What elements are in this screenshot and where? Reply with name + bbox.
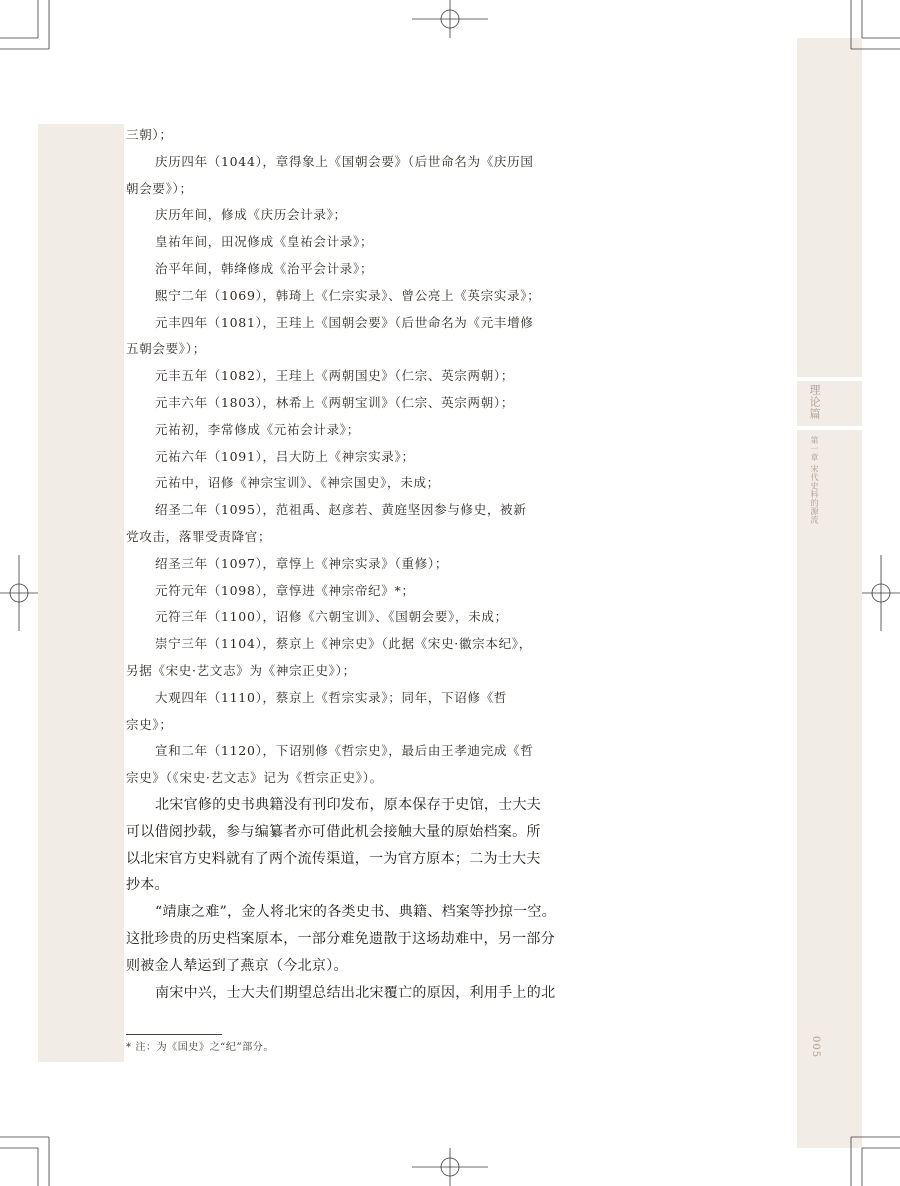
text-line: 皇祐年间，田况修成《皇祐会计录》； [155, 234, 374, 250]
chapter-label: 第一章 宋代史料的源流 [810, 436, 819, 525]
text-line: 熙宁二年（1069），韩琦上《仁宗实录》、曾公亮上《英宗实录》； [155, 287, 541, 303]
text-line: 北宋官修的史书典籍没有刊印发布，原本保存于史馆，士大夫 [155, 796, 542, 813]
text-line: 元符元年（1098），章惇进《神宗帝纪》*； [155, 582, 415, 598]
page-number: 005 [810, 1036, 821, 1059]
text-line: 南宋中兴，士大夫们期望总结出北宋覆亡的原因，利用手上的北 [155, 984, 556, 1001]
text-line: 三朝）； [126, 127, 173, 142]
registration-mark-right [862, 555, 900, 631]
text-line: 宗史》； [126, 716, 173, 732]
text-line: 五朝会要》）； [126, 341, 206, 357]
registration-mark-bottom [412, 1148, 488, 1186]
text-line: 大观四年（1110），蔡京上《哲宗实录》；同年，下诏修《哲 [155, 689, 508, 705]
text-line: 这批珍贵的历史档案原本，一部分难免遗散于这场劫难中，另一部分 [126, 930, 555, 947]
registration-mark-left [0, 555, 38, 631]
text-line: 绍圣二年（1095），范祖禹、赵彦若、黄庭坚因参与修史，被新 [155, 502, 527, 518]
text-line: 抄本。 [126, 877, 169, 894]
text-line: 宗史》（《宋史·艺文志》记为《哲宗正史》）。 [126, 770, 383, 786]
text-line: 治平年间，韩绛修成《治平会计录》； [155, 260, 374, 276]
text-line: 朝会要》）； [126, 180, 193, 196]
text-line: 元祐六年（1091），吕大防上《神宗实录》； [155, 448, 415, 464]
text-line: 崇宁三年（1104），蔡京上《神宗史》（此据《宋史·徽宗本纪》， [155, 636, 532, 652]
text-line: 元丰五年（1082），王珪上《两朝国史》（仁宗、英宗两朝）； [155, 368, 515, 384]
footnote-rule [126, 1034, 222, 1035]
body-text [126, 122, 558, 1006]
text-line: 可以借阅抄载，参与编纂者亦可借此机会接触大量的原始档案。所 [126, 823, 541, 840]
text-line: “靖康之难”，金人将北宋的各类史书、典籍、档案等抄掠一空。 [155, 904, 557, 921]
text-line: 宣和二年（1120），下诏别修《哲宗史》，最后由王孝迪完成《哲 [155, 743, 534, 759]
text-line: 庆历四年（1044），章得象上《国朝会要》（后世命名为《庆历国 [155, 153, 534, 169]
registration-mark-top [412, 0, 488, 38]
text-line: 元符三年（1100），诏修《六朝宝训》、《国朝会要》，未成； [155, 609, 508, 625]
text-line: 元祐中，诏修《神宗宝训》、《神宗国史》，未成； [155, 475, 440, 491]
text-line: 则被金人辇运到了燕京（今北京）。 [126, 957, 348, 974]
text-line: 另据《宋史·艺文志》为《神宗正史》）； [126, 662, 356, 678]
text-line: 元丰四年（1081），王珪上《国朝会要》（后世命名为《元丰增修 [155, 314, 534, 330]
text-line: 绍圣三年（1097），章惇上《神宗实录》（重修）； [155, 555, 449, 571]
text-line: 元丰六年（1803），林希上《两朝宝训》（仁宗、英宗两朝）； [155, 394, 515, 410]
footnote: * 注：为《国史》之“纪”部分。 [126, 1042, 275, 1053]
text-line: 以北宋官方史料就有了两个流传渠道，一为官方原本；二为士大夫 [126, 850, 541, 867]
text-line: 党攻击，落罪受责降官； [126, 528, 272, 544]
text-line: 元祐初，李常修成《元祐会计录》； [155, 421, 360, 437]
section-label: 理论篇 [808, 384, 821, 420]
text-line: 庆历年间，修成《庆历会计录》； [155, 207, 347, 223]
